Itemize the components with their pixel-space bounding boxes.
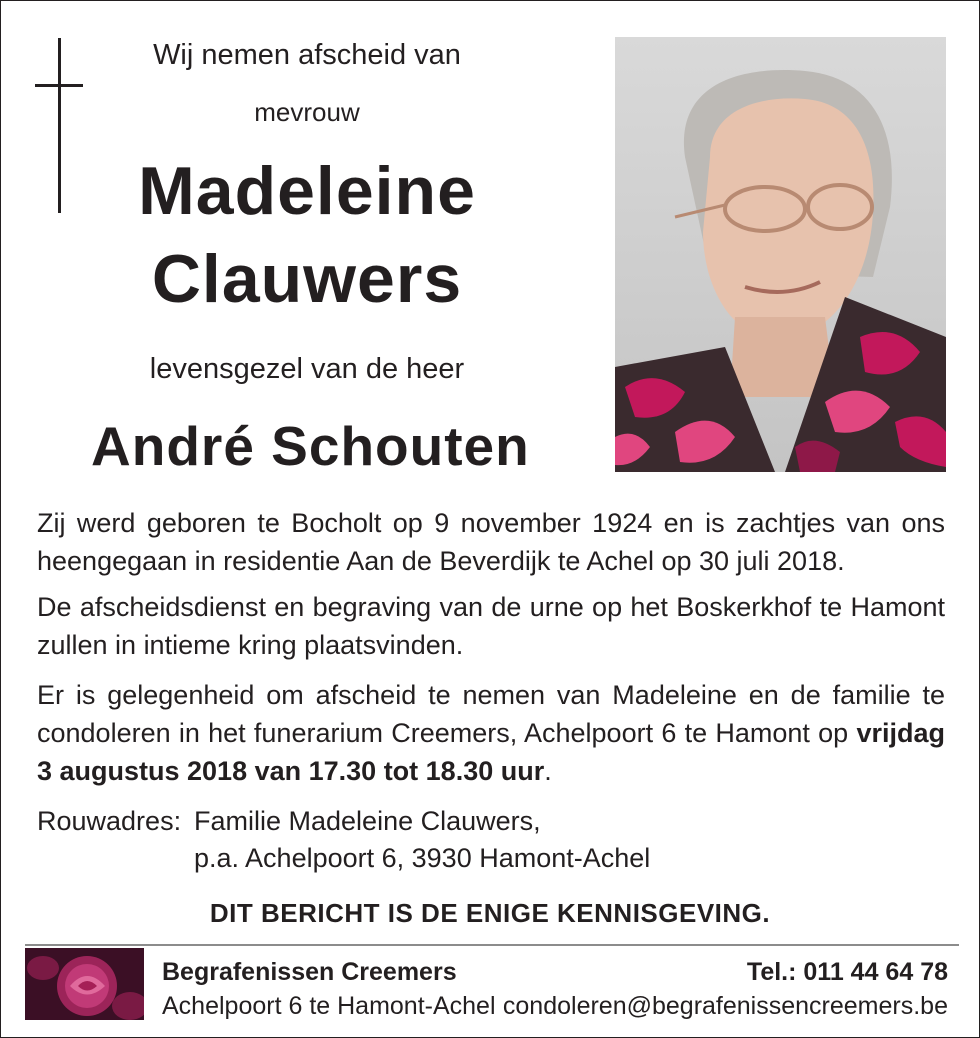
intro-text: Wij nemen afscheid van bbox=[153, 39, 461, 71]
deceased-first-name: Madeleine bbox=[138, 153, 476, 229]
cross-icon-bar bbox=[35, 84, 83, 87]
portrait-photo bbox=[615, 37, 946, 472]
address-line-1: Familie Madeleine Clauwers, bbox=[194, 806, 541, 836]
relation-text: levensgezel van de heer bbox=[149, 353, 465, 385]
visitation-paragraph bbox=[37, 676, 945, 790]
visitation-intro: Er is gelegenheid om afscheid te nemen van Madeleine en de familie te condoleren in het funerarium Creemers, Achelpoort 6 te Hamont op bbox=[37, 680, 945, 748]
notice-text: DIT BERICHT IS DE ENIGE KENNISGEVING. bbox=[209, 898, 771, 928]
title-word: mevrouw bbox=[254, 97, 360, 127]
company-name: Begrafenissen Creemers bbox=[162, 958, 457, 986]
company-address: Achelpoort 6 te Hamont-Achel bbox=[162, 992, 496, 1020]
deceased-last-name: Clauwers bbox=[151, 241, 463, 317]
visitation-date: vrijdag 3 augustus 2018 van 17.30 tot 18.30 uur bbox=[37, 718, 945, 786]
address-label: Rouwadres: bbox=[37, 806, 182, 836]
footer-divider bbox=[25, 944, 959, 946]
visitation-end: . bbox=[544, 756, 552, 786]
birth-death-paragraph: Zij werd geboren te Bocholt op 9 november 1924 en is zachtjes van ons heengegaan in residentie Aan de Beverdijk te Achel op 30 juli 2018. bbox=[37, 508, 945, 576]
company-phone: Tel.: 011 44 64 78 bbox=[746, 958, 948, 986]
cross-icon bbox=[58, 38, 61, 213]
rose-logo bbox=[25, 948, 144, 1020]
partner-name: André Schouten bbox=[91, 415, 530, 477]
company-email[interactable]: condoleren@begrafenissencreemers.be bbox=[502, 992, 948, 1020]
address-line-2: p.a. Achelpoort 6, 3930 Hamont-Achel bbox=[194, 843, 651, 873]
ceremony-paragraph: De afscheidsdienst en begraving van de urne op het Boskerkhof te Hamont zullen in intieme kring plaatsvinden. bbox=[37, 592, 945, 660]
